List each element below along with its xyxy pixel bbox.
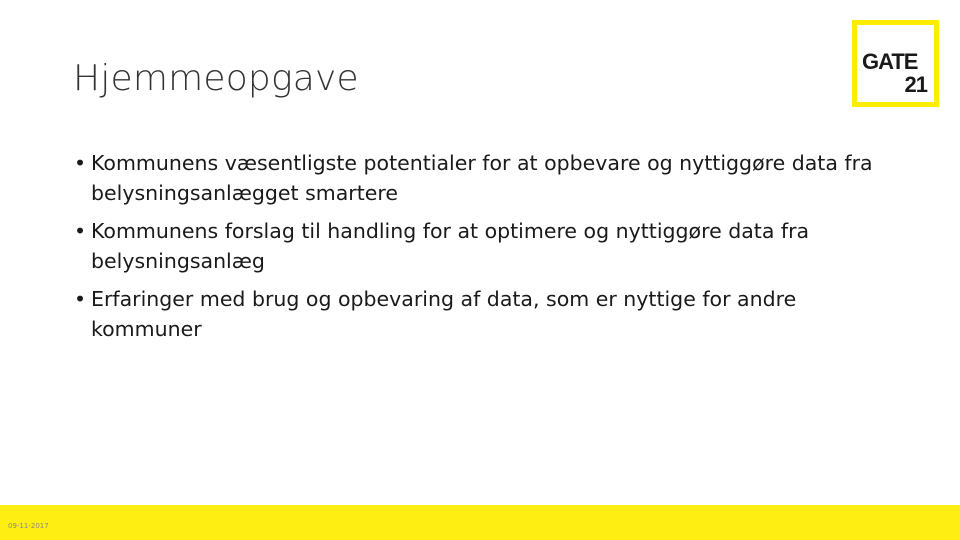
bullet-item: [74, 216, 904, 276]
bullet-marker: •: [74, 219, 87, 243]
bullet-marker: •: [74, 287, 87, 311]
logo-text-21: 21: [904, 72, 927, 97]
bullet-list: [74, 148, 904, 352]
logo-text-gate: GATE: [862, 49, 918, 74]
bullet-text: Kommunens forslag til handling for at optimere og nyttiggøre data fra belysningsanlæg: [91, 219, 810, 273]
bullet-marker: •: [74, 151, 87, 175]
footer-date: 09-11-2017: [8, 522, 49, 530]
bullet-text: Kommunens væsentligste potentialer for at opbevare og nyttiggøre data fra belysningsanlægget smartere: [91, 151, 873, 205]
bullet-item: [74, 148, 904, 208]
bullet-item: [74, 284, 904, 344]
gate21-logo: [852, 20, 939, 107]
bullet-text: Erfaringer med brug og opbevaring af data, som er nyttige for andre kommuner: [91, 287, 797, 341]
slide-title: Hjemmeopgave: [73, 58, 359, 99]
footer-band: [0, 505, 960, 540]
